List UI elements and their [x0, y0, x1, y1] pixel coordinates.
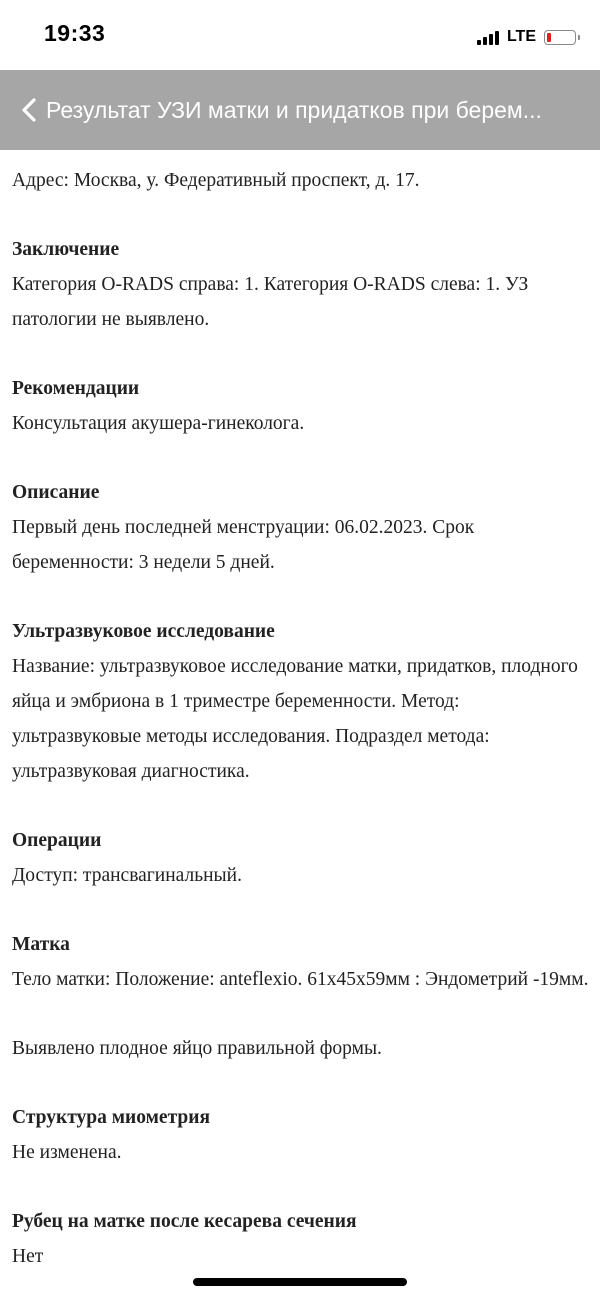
home-indicator[interactable]: [193, 1278, 407, 1286]
status-indicators: [477, 24, 576, 50]
section-heading: Матка: [12, 934, 70, 955]
section-text: Категория O-RADS справа: 1. Категория O-RADS слева: 1. УЗ патологии не выявлено.: [12, 274, 529, 330]
navigation-bar: [0, 70, 600, 150]
section-heading: Структура миометрия: [12, 1107, 211, 1128]
signal-icon: [477, 29, 501, 45]
section-myometrium: [12, 1100, 592, 1170]
battery-icon: [544, 30, 576, 45]
section-heading: Ультразвуковое исследование: [12, 621, 275, 642]
section-description: [12, 475, 592, 580]
section-text: Выявлено плодное яйцо правильной формы.: [12, 1038, 382, 1059]
section-operations: [12, 823, 592, 893]
section-heading: Рубец на матке после кесарева сечения: [12, 1211, 357, 1232]
status-bar: [0, 0, 600, 70]
section-recommendations: [12, 371, 592, 441]
section-finding: [12, 1031, 592, 1066]
section-address: [12, 163, 592, 198]
section-uterus: [12, 927, 592, 997]
section-text: Не изменена.: [12, 1142, 122, 1163]
page-title: Результат УЗИ матки и придатков при берем...: [46, 96, 542, 123]
section-scar: [12, 1204, 592, 1274]
section-heading: Описание: [12, 482, 100, 503]
section-heading: Операции: [12, 830, 102, 851]
section-conclusion: [12, 232, 592, 337]
status-time: 19:33: [44, 20, 106, 46]
section-text: Адрес: Москва, у. Федеративный проспект, д. 17.: [12, 170, 420, 191]
section-text: Доступ: трансвагинальный.: [12, 865, 242, 886]
section-text: Консультация акушера-гинеколога.: [12, 413, 305, 434]
section-text: Нет: [12, 1246, 44, 1267]
section-text: Название: ультразвуковое исследование матки, придатков, плодного яйца и эмбриона в 1 триместре беременности. Метод: ультразвуковые методы исследования. Подраздел метода: ультразвуковая диагностика.: [12, 656, 578, 782]
section-text: Тело матки: Положение: anteflexio. 61x45x59мм : Эндометрий -19мм.: [12, 969, 589, 990]
network-type: LTE: [506, 28, 536, 45]
section-ultrasound: [12, 614, 592, 789]
section-heading: Заключение: [12, 239, 120, 260]
report-content: [12, 163, 592, 1308]
section-heading: Рекомендации: [12, 378, 140, 399]
back-chevron-icon[interactable]: [20, 95, 42, 125]
section-text: Первый день последней менструации: 06.02.2023. Срок беременности: 3 недели 5 дней.: [12, 517, 475, 573]
